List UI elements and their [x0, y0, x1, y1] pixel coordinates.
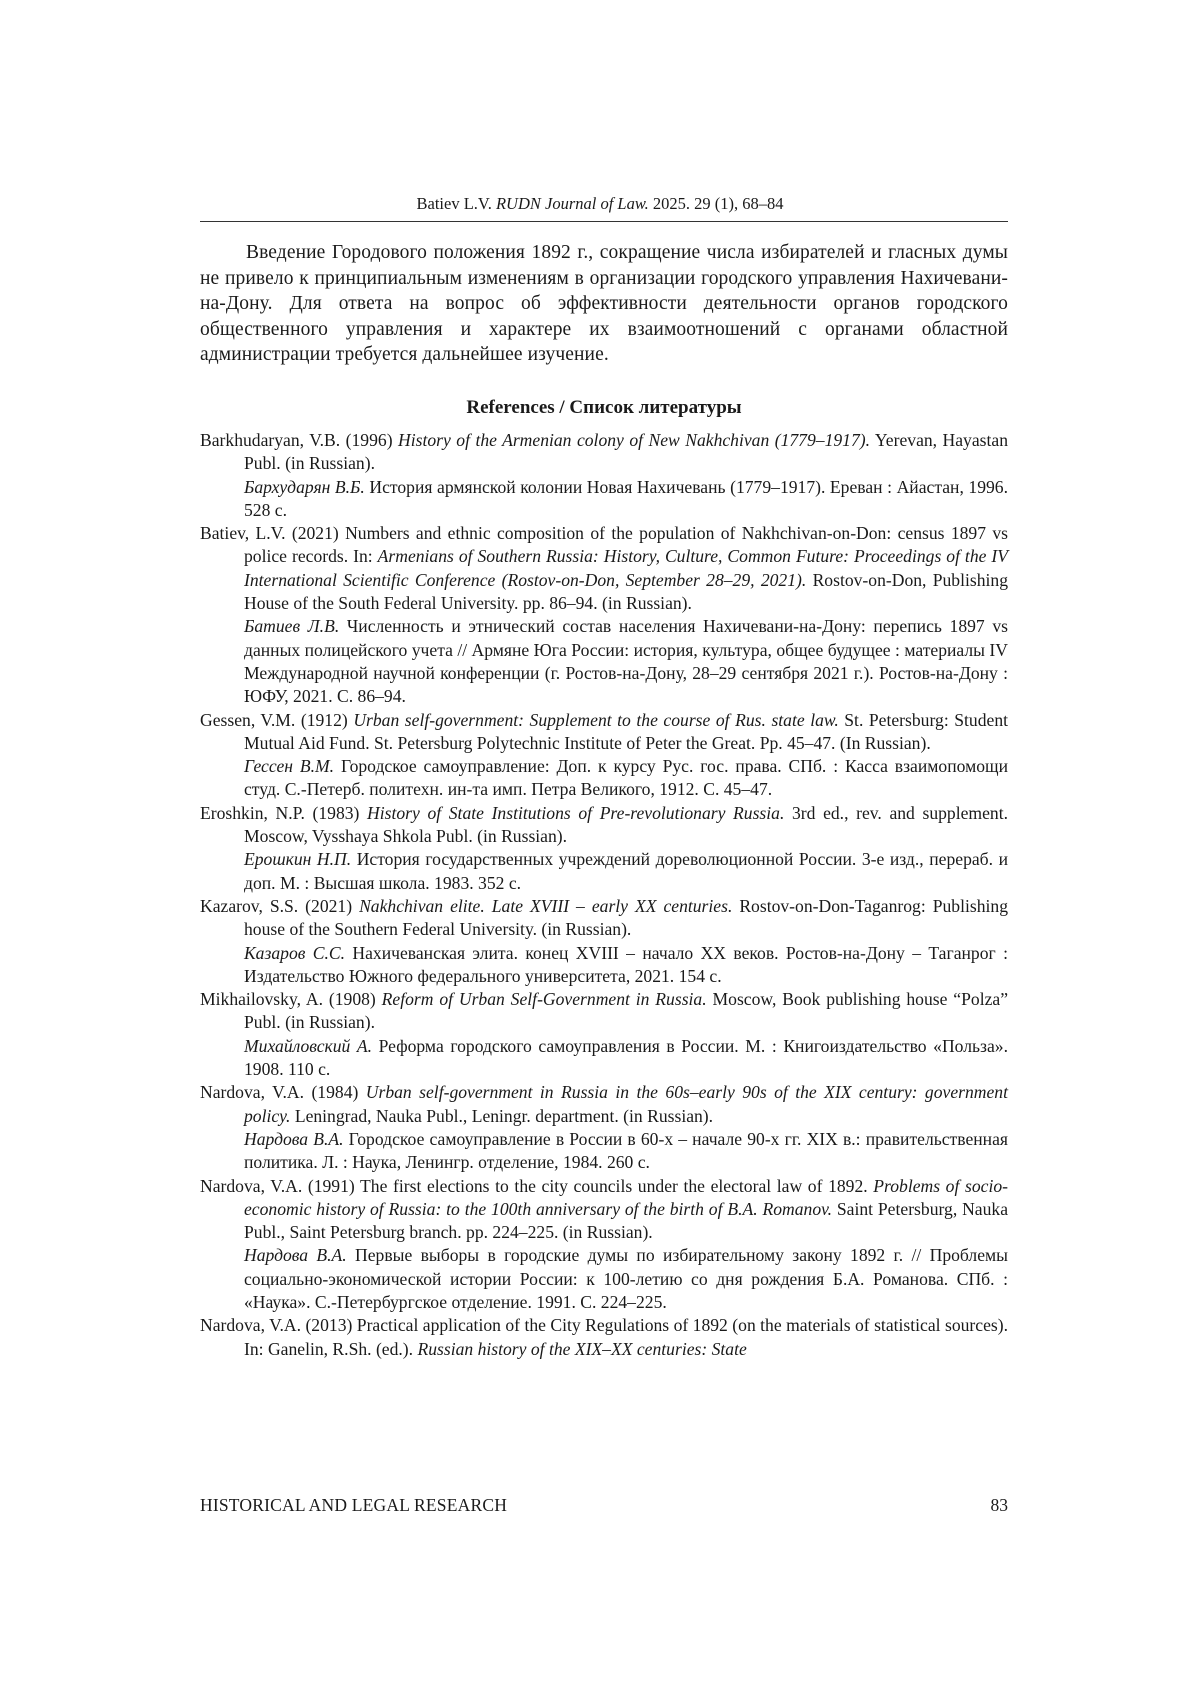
references-list — [200, 429, 1008, 1361]
reference-english: Nardova, V.A. (2013) Practical application of the City Regulations of 1892 (on the materials of statistical sources). In: Ganelin, R.Sh. (ed.). Russian history of the XIX–XX centuries: State — [200, 1314, 1008, 1361]
page-number: 83 — [991, 1494, 1009, 1516]
reference-item — [200, 522, 1008, 708]
reference-russian: Михайловский А. Реформа городского самоуправления в России. М. : Книгоиздательство «Польза». 1908. 110 с. — [200, 1035, 1008, 1082]
reference-russian: Бархударян В.Б. История армянской колонии Новая Нахичевань (1779–1917). Ереван : Айастан, 1996. 528 с. — [200, 476, 1008, 523]
header-journal: RUDN Journal of Law. — [496, 194, 649, 213]
header-rule — [200, 221, 1008, 222]
reference-english: Kazarov, S.S. (2021) Nakhchivan elite. Late XVIII – early XX centuries. Rostov-on-Don-Taganrog: Publishing house of the Southern Federal University. (in Russian). — [200, 895, 1008, 942]
reference-item — [200, 895, 1008, 988]
reference-russian: Батиев Л.В. Численность и этнический состав населения Нахичевани-на-Дону: перепись 1897 vs данных полицейского учета // Армяне Юга России: история, культура, общее будущее : материалы IV Международной научной конференции (г. Ростов-на-Дону, 28–29 сентября 2021 г.). Ростов-на-Дону : ЮФУ, 2021. С. 86–94. — [200, 615, 1008, 708]
reference-item — [200, 429, 1008, 522]
reference-english: Eroshkin, N.P. (1983) History of State Institutions of Pre-revolutionary Russia. 3rd ed., rev. and supplement. Moscow, Vysshaya Shkola Publ. (in Russian). — [200, 802, 1008, 849]
reference-item — [200, 988, 1008, 1081]
reference-english: Batiev, L.V. (2021) Numbers and ethnic composition of the population of Nakhchivan-on-Don: census 1897 vs police records. In: Armenians of Southern Russia: History, Culture, Common Future: Proceedings of the IV International Scientific Conference (Rostov-on-Don, September 28–29, 2021). Rostov-on-Don, Publishing House of the South Federal University. pp. 86–94. (in Russian). — [200, 522, 1008, 615]
reference-item — [200, 1175, 1008, 1315]
reference-russian: Нардова В.А. Первые выборы в городские думы по избирательному закону 1892 г. // Проблемы социально-экономической истории России: к 100-летию со дня рождения Б.А. Романова. СПб. : «Наука». С.-Петербургское отделение. 1991. С. 224–225. — [200, 1244, 1008, 1314]
reference-english: Gessen, V.M. (1912) Urban self-government: Supplement to the course of Rus. state law. St. Petersburg: Student Mutual Aid Fund. St. Petersburg Polytechnic Institute of Peter the Great. Pp. 45–47. (In Russian). — [200, 709, 1008, 756]
footer-section-title: HISTORICAL AND LEGAL RESEARCH — [200, 1494, 507, 1516]
header-issue: 2025. 29 (1), 68–84 — [653, 194, 784, 213]
running-header — [200, 194, 1000, 214]
reference-item — [200, 1081, 1008, 1174]
header-author: Batiev L.V. — [417, 194, 492, 213]
references-heading: References / Список литературы — [200, 396, 1008, 420]
reference-english: Barkhudaryan, V.B. (1996) History of the Armenian colony of New Nakhchivan (1779–1917). Yerevan, Hayastan Publ. (in Russian). — [200, 429, 1008, 476]
reference-russian: Нардова В.А. Городское самоуправление в России в 60-х – начале 90-х гг. XIX в.: правительственная политика. Л. : Наука, Ленингр. отделение, 1984. 260 с. — [200, 1128, 1008, 1175]
reference-item — [200, 709, 1008, 802]
reference-russian: Казаров С.С. Нахичеванская элита. конец XVIII – начало XX веков. Ростов-на-Дону – Таганрог : Издательство Южного федерального университета, 2021. 154 с. — [200, 942, 1008, 989]
reference-item — [200, 802, 1008, 895]
reference-russian: Гессен В.М. Городское самоуправление: Доп. к курсу Рус. гос. права. СПб. : Касса взаимопомощи студ. С.-Петерб. политехн. ин-та имп. Петра Великого, 1912. С. 45–47. — [200, 755, 1008, 802]
journal-page — [0, 0, 1200, 1697]
conclusion-paragraph: Введение Городового положения 1892 г., сокращение числа избирателей и гласных думы не привело к принципиальным изменениям в организации городского управления Нахичевани-на-Дону. Для ответа на вопрос об эффективности деятельности органов городского общественного управления и характере их взаимоотношений с органами областной администрации требуется дальнейшее изучение. — [200, 240, 1008, 368]
reference-item — [200, 1314, 1008, 1361]
reference-english: Mikhailovsky, A. (1908) Reform of Urban Self-Government in Russia. Moscow, Book publishing house “Polza” Publ. (in Russian). — [200, 988, 1008, 1035]
reference-russian: Ерошкин Н.П. История государственных учреждений дореволюционной России. 3-е изд., перераб. и доп. М. : Высшая школа. 1983. 352 с. — [200, 848, 1008, 895]
reference-english: Nardova, V.A. (1984) Urban self-government in Russia in the 60s–early 90s of the XIX century: government policy. Leningrad, Nauka Publ., Leningr. department. (in Russian). — [200, 1081, 1008, 1128]
reference-english: Nardova, V.A. (1991) The first elections to the city councils under the electoral law of 1892. Problems of socio-economic history of Russia: to the 100th anniversary of the birth of B.A. Romanov. Saint Petersburg, Nauka Publ., Saint Petersburg branch. pp. 224–225. (in Russian). — [200, 1175, 1008, 1245]
